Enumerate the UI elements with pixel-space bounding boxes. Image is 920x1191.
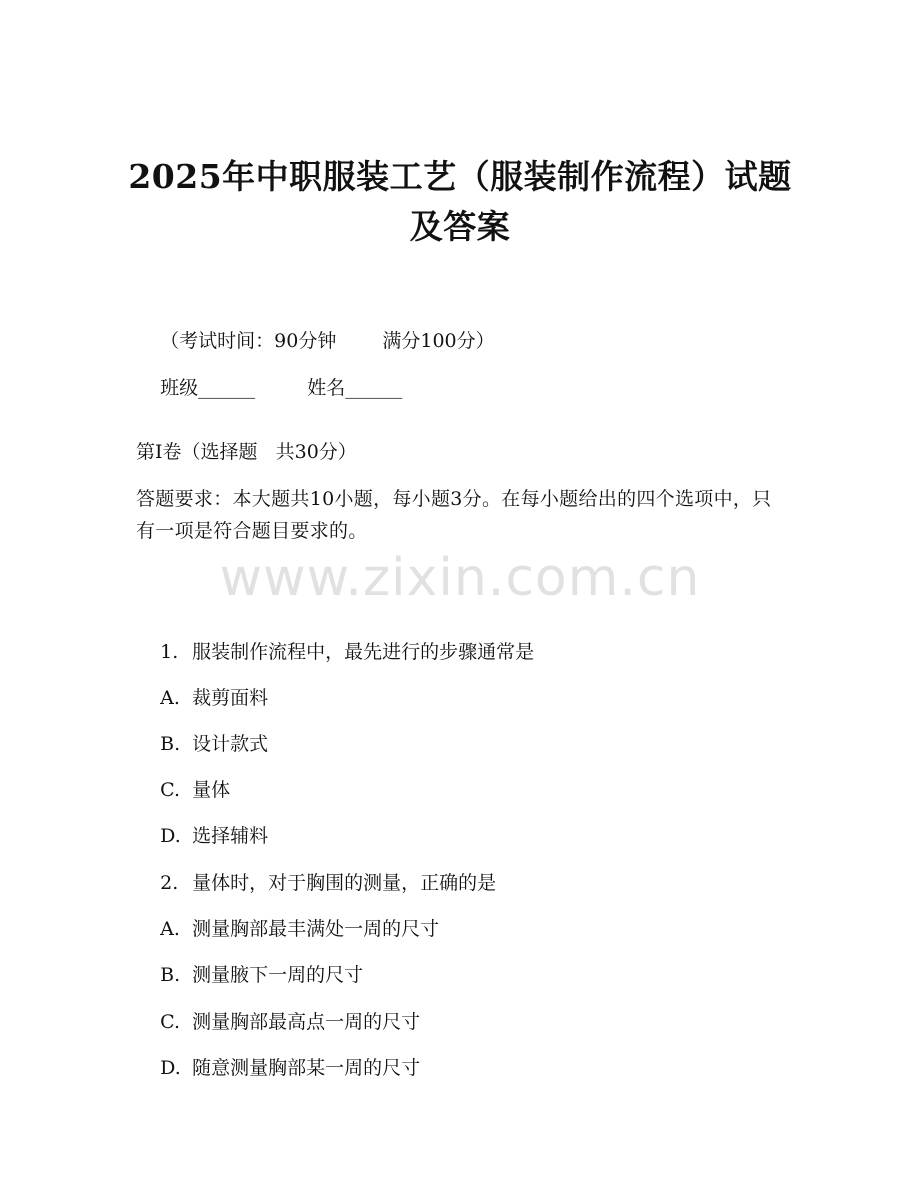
option-text: 测量腋下一周的尺寸 — [192, 964, 364, 986]
option-label: A. — [160, 918, 180, 940]
question-number: 1. — [160, 641, 179, 663]
option-label: A. — [160, 687, 180, 709]
option-text: 选择辅料 — [192, 825, 269, 847]
question-text: 量体时，对于胸围的测量，正确的是 — [192, 872, 497, 894]
option-text: 测量胸部最高点一周的尺寸 — [192, 1011, 421, 1033]
option-label: B. — [160, 733, 181, 755]
option-label: B. — [160, 964, 181, 986]
question-text: 服装制作流程中，最先进行的步骤通常是 — [192, 641, 535, 663]
option-label: C. — [160, 779, 181, 801]
option-text: 量体 — [192, 779, 231, 801]
instructions: 答题要求：本大题共10小题，每小题3分。在每小题给出的四个选项中，只有一项是符合题目要求的。 — [136, 488, 772, 542]
option-text: 随意测量胸部某一周的尺寸 — [192, 1057, 421, 1079]
option-label: D. — [160, 1057, 181, 1079]
name-field: 姓名______ — [307, 377, 403, 399]
section-title: 第I卷（选择题 共30分） — [136, 441, 357, 463]
option-text: 测量胸部最丰满处一周的尺寸 — [192, 918, 440, 940]
class-field: 班级______ — [160, 377, 256, 399]
title-line-2: 及答案 — [409, 207, 511, 246]
option-2d — [136, 1026, 420, 1110]
exam-score: 满分100分） — [382, 330, 495, 352]
option-text: 裁剪面料 — [192, 687, 269, 709]
option-label: D. — [160, 825, 181, 847]
exam-time: （考试时间：90分钟 — [160, 330, 337, 352]
option-label: C. — [160, 1011, 181, 1033]
option-text: 设计款式 — [192, 733, 269, 755]
title-line-1: 2025年中职服装工艺（服装制作流程）试题 — [128, 157, 792, 196]
question-number: 2. — [160, 872, 179, 894]
document-title — [100, 152, 820, 252]
student-fields — [136, 346, 402, 430]
watermark: www.zixin.com.cn — [219, 548, 701, 608]
